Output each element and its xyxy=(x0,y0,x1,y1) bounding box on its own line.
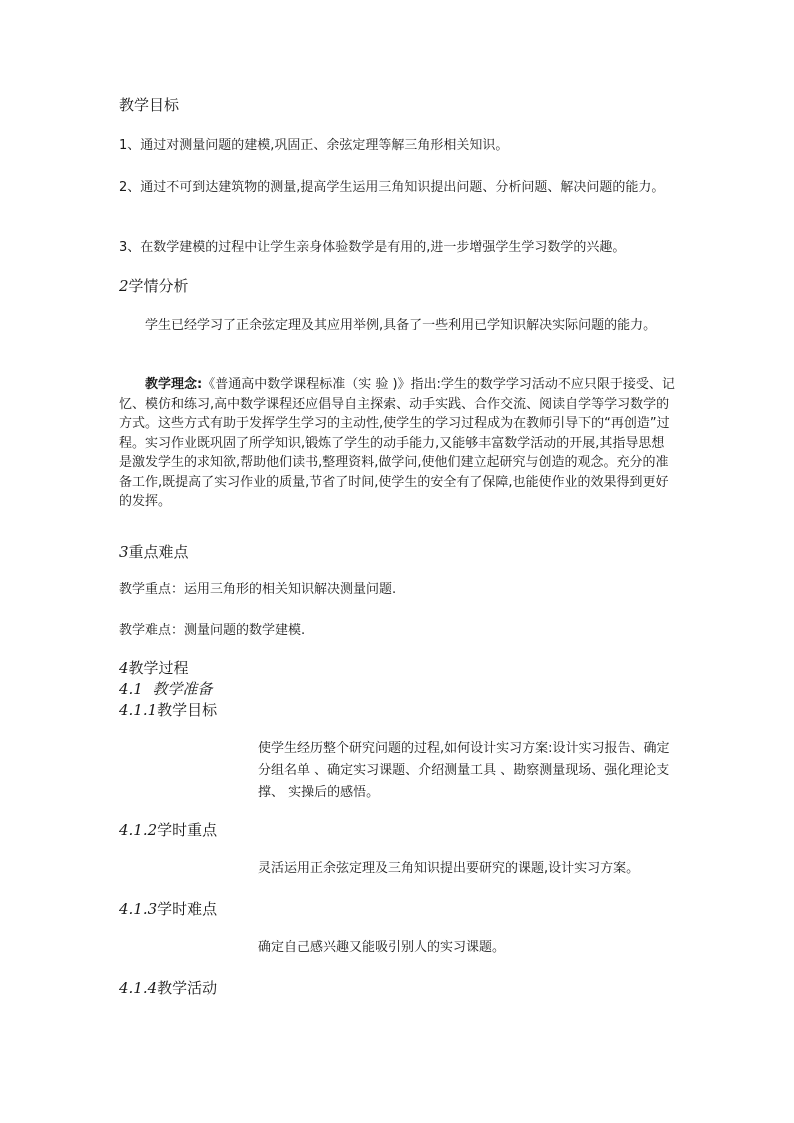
subsection-title: 教学准备 xyxy=(152,680,213,698)
student-analysis-paragraph: 学生已经学习了正余弦定理及其应用举例,具备了一些利用已学知识解决实际问题的能力。 xyxy=(145,318,657,333)
subsection-number: 4.1.1 xyxy=(119,701,158,719)
subsection-title: 教学活动 xyxy=(157,979,218,997)
subsection-number: 4.1.4 xyxy=(119,979,158,997)
teaching-concept-paragraph xyxy=(119,375,675,512)
teaching-concept-text: 《普通高中数学课程标准（实 验 )》指出:学生的数学学习活动不应只限于接受、记忆、模仿和练习,高中数学课程还应倡导自主探索、动手实践、合作交流、阅读自学等学习数学的方式。这些方式有助于发挥学生学习的主动性,使学生的学习过程成为在教师引导下的“再创造”过程。实习作业既巩固了所学知识,锻炼了学生的动手能力,又能够丰富数学活动的开展,其指导思想是激发学生的求知欲,帮助他们读书,整理资料,做学问,使他们建立起研究与创造的观念。充分的准备工作,既提高了实习作业的质量,节省了时间,使学生的安全有了保障,也能使作业的效果得到更好的发挥。 xyxy=(119,377,675,509)
subsection-heading-4-1 xyxy=(119,679,212,699)
goal-item-2: 2、通过不可到达建筑物的测量,提高学生运用三角知识提出问题、分析问题、解决问题的能力。 xyxy=(119,180,665,195)
subsection-title: 学时重点 xyxy=(157,821,218,839)
section-title: 重点难点 xyxy=(128,543,189,561)
subsection-number: 4.1.3 xyxy=(119,900,158,918)
subsection-heading-4-1-4 xyxy=(119,978,217,998)
section-title: 学情分析 xyxy=(128,277,189,295)
section-number: 3 xyxy=(119,543,129,561)
subsection-4-1-3-text: 确定自己感兴趣又能吸引别人的实习课题。 xyxy=(258,940,506,955)
section-heading-student-analysis xyxy=(119,276,189,296)
subsection-4-1-1-text: 使学生经历整个研究问题的过程,如何设计实习方案:设计实习报告、确定分组名单 、确定实习课题、介绍测量工具 、勘察测量现场、强化理论支撑、 实操后的感悟。 xyxy=(258,741,670,800)
section-heading-teaching-goals: 教学目标 xyxy=(119,96,180,114)
subsection-heading-4-1-3 xyxy=(119,899,217,919)
section-number: 4 xyxy=(119,659,129,677)
section-title: 教学过程 xyxy=(128,659,189,677)
goal-item-1: 1、通过对测量问题的建模,巩固正、余弦定理等解三角形相关知识。 xyxy=(119,138,509,153)
section-heading-teaching-process xyxy=(119,658,189,678)
subsection-4-1-2-text: 灵活运用正余弦定理及三角知识提出要研究的课题,设计实习方案。 xyxy=(258,861,640,876)
subsection-heading-4-1-1 xyxy=(119,700,217,720)
subsection-number: 4.1.2 xyxy=(119,821,158,839)
subsection-title: 学时难点 xyxy=(157,900,218,918)
section-number: 2 xyxy=(119,277,129,295)
section-heading-key-points xyxy=(119,542,189,562)
teaching-concept-label: 教学理念: xyxy=(145,377,203,392)
difficulty-text: 教学难点：测量问题的数学建模. xyxy=(119,623,306,638)
subsection-title: 教学目标 xyxy=(157,701,218,719)
key-point-text: 教学重点：运用三角形的相关知识解决测量问题. xyxy=(119,582,397,597)
subsection-heading-4-1-2 xyxy=(119,820,217,840)
goal-item-3: 3、在数学建模的过程中让学生亲身体验数学是有用的,进一步增强学生学习数学的兴趣。 xyxy=(119,240,626,255)
subsection-number: 4.1 xyxy=(119,680,143,698)
